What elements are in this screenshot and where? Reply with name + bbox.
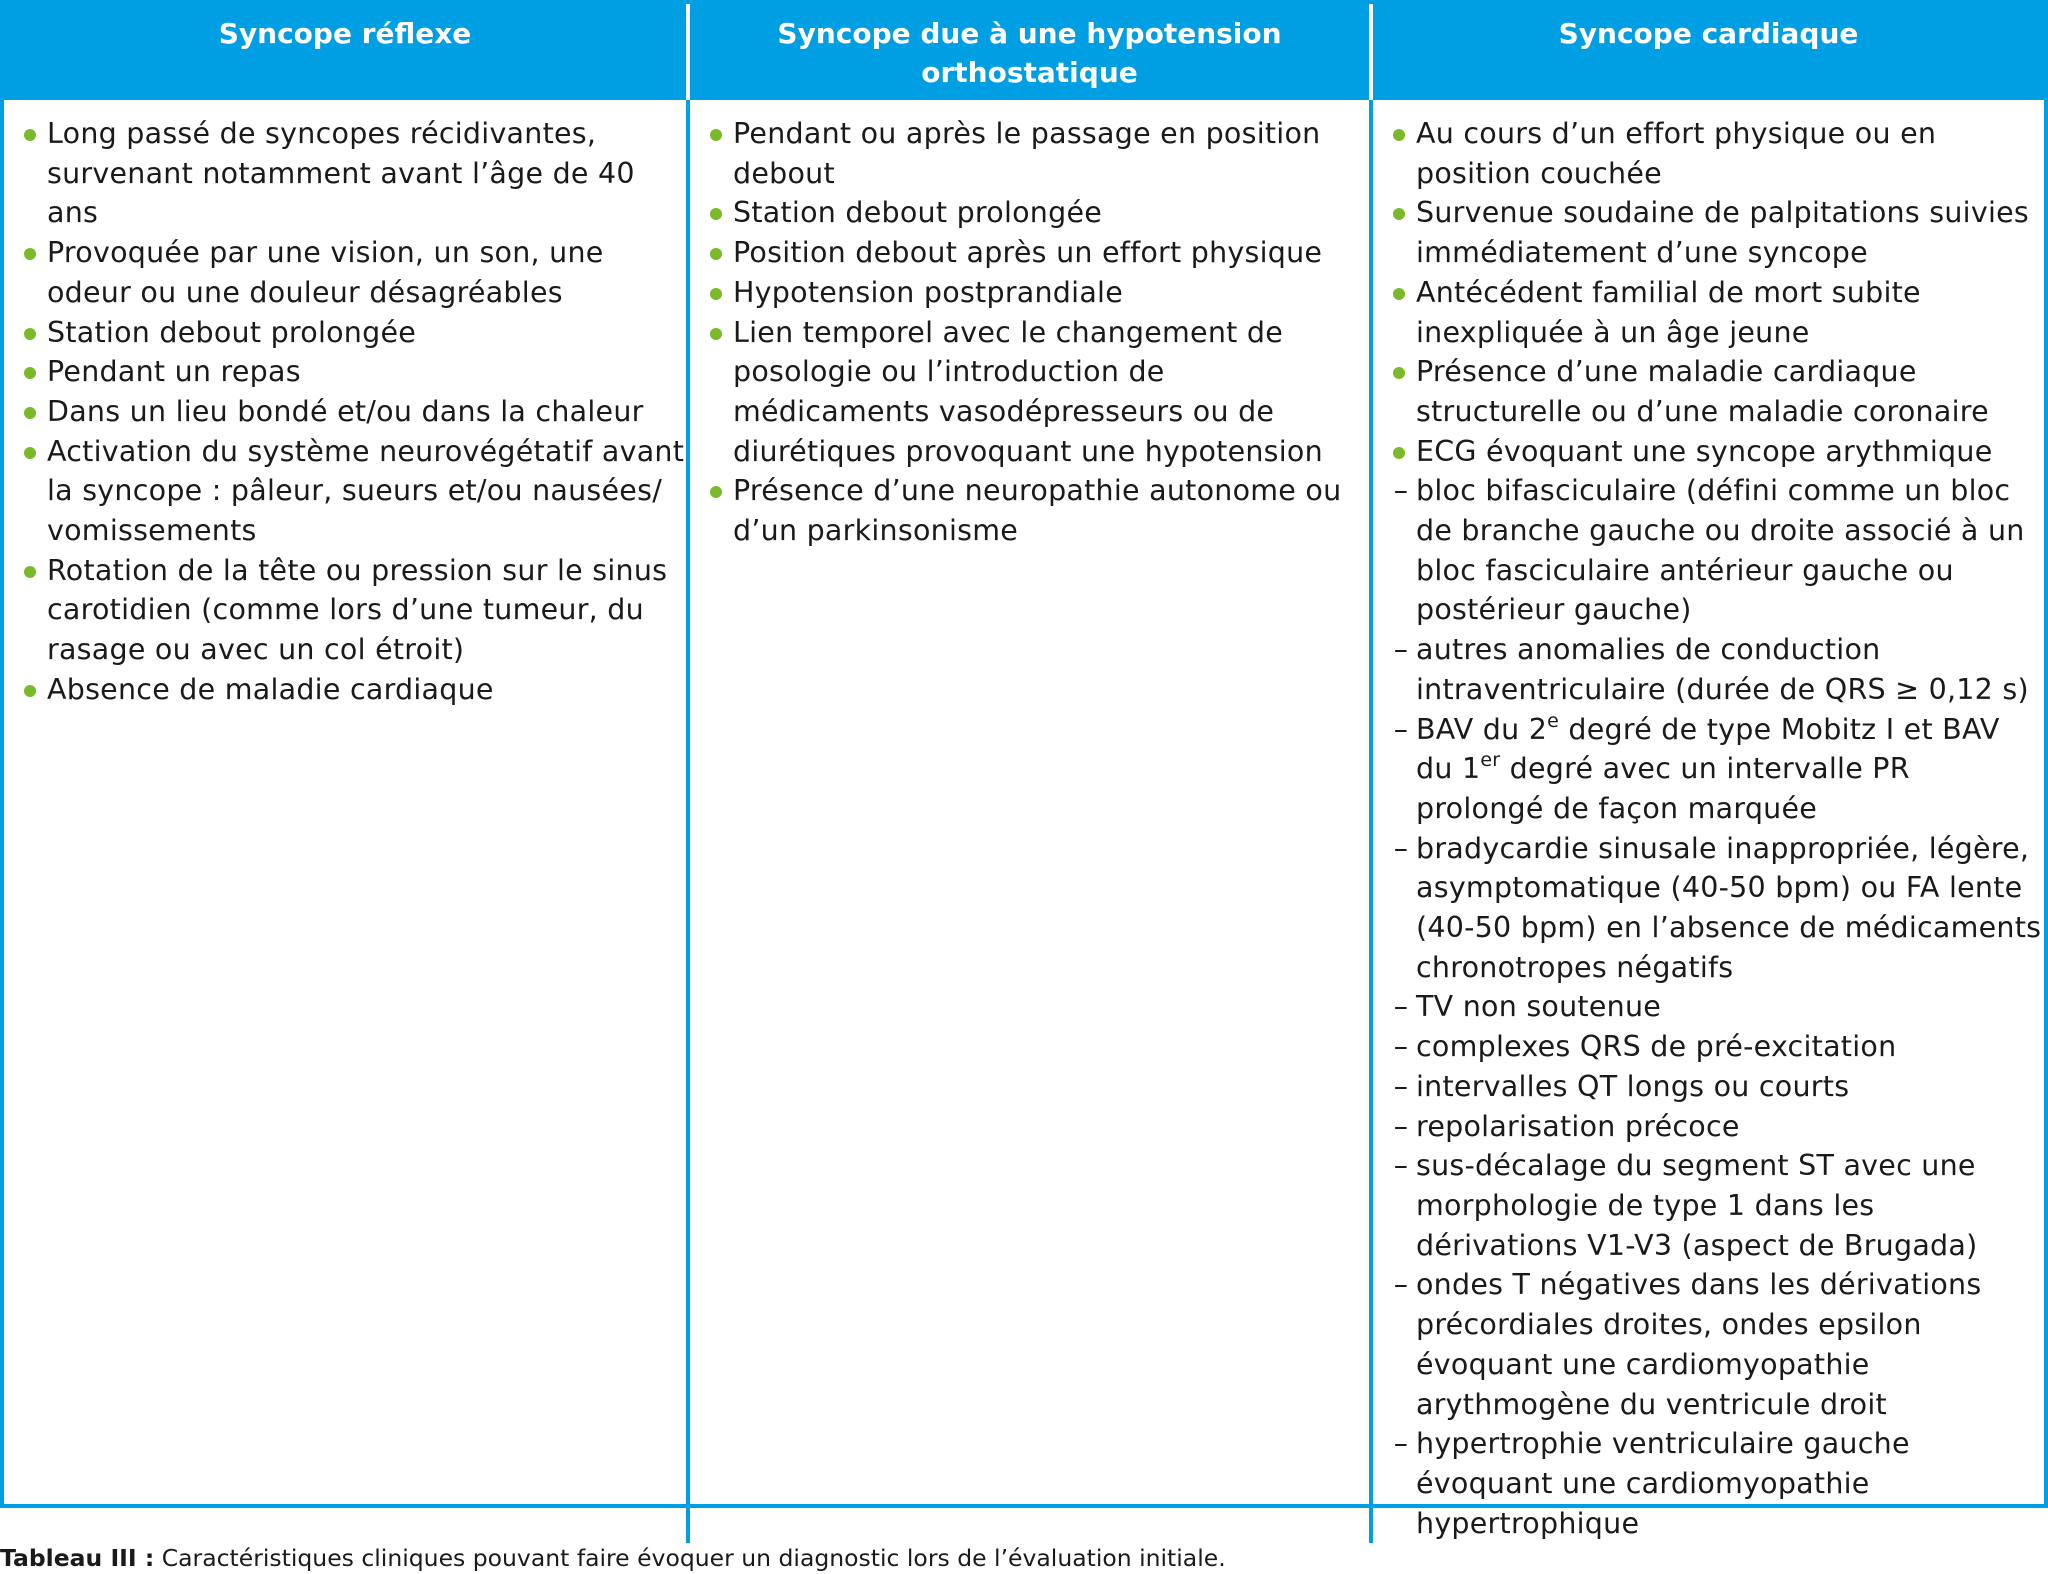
sub-item-text: hypertrophie ventriculaire gauche évoquant une cardiomyopathie hypertrophique xyxy=(1416,1427,1910,1540)
green-dot-icon xyxy=(710,248,722,260)
green-dot-icon xyxy=(24,566,36,578)
sub-item-text: autres anomalies de conduction intraventriculaire (durée de QRS ≥ 0,12 s) xyxy=(1416,633,2029,706)
dash-icon: – xyxy=(1393,1069,1409,1103)
green-dot-icon xyxy=(24,367,36,379)
item-text: Hypotension postprandiale xyxy=(733,275,1123,309)
dash-icon: – xyxy=(1393,1109,1409,1143)
sub-item-text: intervalles QT longs ou courts xyxy=(1416,1069,1850,1103)
list-item xyxy=(708,471,1369,550)
sub-item xyxy=(1391,1027,2044,1067)
sub-item xyxy=(1391,1424,2044,1543)
sub-item-text-part: degré avec un intervalle PR prolongé de façon marquée xyxy=(1416,752,1910,825)
sub-item xyxy=(1391,829,2044,988)
item-text: Présence d’une neuropathie autonome ou d’un parkinsonisme xyxy=(733,474,1342,548)
table-body-row xyxy=(4,100,2044,1543)
item-text: Station debout prolongée xyxy=(733,196,1103,230)
item-text: Absence de maladie cardiaque xyxy=(47,672,494,706)
dash-icon: – xyxy=(1393,633,1409,667)
green-dot-icon xyxy=(710,208,722,220)
item-text: Au cours d’un effort physique ou en position couchée xyxy=(1416,117,1937,190)
dash-icon: – xyxy=(1393,831,1409,865)
header-syncope-reflexe: Syncope réflexe xyxy=(218,17,472,50)
caption-text: Caractéristiques cliniques pouvant faire évoquer un diagnostic lors de l’évaluation initiale. xyxy=(154,1544,1226,1572)
list-item xyxy=(708,313,1369,472)
item-text: Lien temporel avec le changement de posologie ou l’introduction de médicaments vasodépresseurs ou de diurétiques provoquant une hypotension xyxy=(733,315,1323,468)
green-dot-icon xyxy=(710,486,722,498)
item-text: Dans un lieu bondé et/ou dans la chaleur xyxy=(47,394,644,428)
list-item xyxy=(708,114,1369,193)
column-cardiaque xyxy=(1369,100,2044,1543)
green-dot-icon xyxy=(24,407,36,419)
item-text: Pendant un repas xyxy=(47,355,301,389)
item-text: Provoquée par une vision, un son, une odeur ou une douleur désagréables xyxy=(47,236,604,309)
green-dot-icon xyxy=(24,685,36,697)
sub-item-text: ondes T négatives dans les dérivations précordiales droites, ondes epsilon évoquant une cardiomyopathie arythmogène du ventricule droit xyxy=(1416,1268,1982,1421)
table-header-row xyxy=(4,4,2044,100)
list-item xyxy=(708,273,1369,313)
item-text: Survenue soudaine de palpitations suivies immédiatement d’une syncope xyxy=(1416,196,2030,270)
item-text: Position debout après un effort physique xyxy=(733,236,1323,270)
superscript: e xyxy=(1547,709,1560,732)
sub-item-text: bradycardie sinusale inappropriée, légère, asymptomatique (40-50 bpm) ou FA lente (40-50 bpm) en l’absence de médicaments chronotropes négatifs xyxy=(1416,831,2042,984)
item-text: Présence d’une maladie cardiaque structurelle ou d’une maladie coronaire xyxy=(1416,355,1989,428)
green-dot-icon xyxy=(1393,288,1405,300)
header-syncope-cardiaque: Syncope cardiaque xyxy=(1369,4,2044,100)
item-text: Antécédent familial de mort subite inexpliquée à un âge jeune xyxy=(1416,275,1921,349)
list-item xyxy=(708,193,1369,233)
header-syncope-hypotension: Syncope due à une hypotension orthostatique xyxy=(686,4,1369,100)
green-dot-icon xyxy=(24,328,36,340)
green-dot-icon xyxy=(24,129,36,141)
superscript: er xyxy=(1480,749,1501,772)
list-item xyxy=(1391,432,2044,472)
green-dot-icon xyxy=(1393,129,1405,141)
item-text: ECG évoquant une syncope arythmique xyxy=(1416,434,1993,468)
sub-item-text: bloc bifasciculaire (défini comme un bloc de branche gauche ou droite associé à un bloc fasciculaire antérieur gauche ou postérieur gauche) xyxy=(1416,474,2025,627)
list-item xyxy=(1391,114,2044,193)
list-item xyxy=(22,392,686,432)
sub-item-text: TV non soutenue xyxy=(1416,990,1662,1024)
sub-item-text: repolarisation précoce xyxy=(1416,1109,1740,1143)
list-item xyxy=(22,670,686,710)
green-dot-icon xyxy=(710,288,722,300)
dash-icon: – xyxy=(1393,1030,1409,1064)
green-dot-icon xyxy=(1393,367,1405,379)
sub-item xyxy=(1391,1067,2044,1107)
green-dot-icon xyxy=(710,129,722,141)
green-dot-icon xyxy=(1393,208,1405,220)
sub-item xyxy=(1391,987,2044,1027)
item-text: Station debout prolongée xyxy=(47,315,417,349)
sub-item-text: sus-décalage du segment ST avec une morphologie de type 1 dans les dérivations V1-V3 (aspect de Brugada) xyxy=(1416,1149,1978,1262)
item-text: Activation du système neurovégétatif avant la syncope : pâleur, sueurs et/ou nausées/ vomissements xyxy=(47,434,685,548)
list-item xyxy=(1391,352,2044,431)
list-item xyxy=(22,313,686,353)
sub-item xyxy=(1391,1146,2044,1265)
list-item xyxy=(22,432,686,551)
sub-item xyxy=(1391,710,2044,829)
green-dot-icon xyxy=(24,248,36,260)
green-dot-icon xyxy=(1393,447,1405,459)
list-item xyxy=(1391,273,2044,352)
green-dot-icon xyxy=(710,328,722,340)
item-text: Pendant ou après le passage en position debout xyxy=(733,117,1321,190)
sub-item xyxy=(1391,630,2044,709)
list-item xyxy=(22,233,686,312)
list-item xyxy=(708,233,1369,273)
sub-item xyxy=(1391,1107,2044,1147)
dash-icon: – xyxy=(1393,1149,1409,1183)
list-item xyxy=(22,352,686,392)
sub-item-text-part: degré de type Mobitz I et BAV du 1 xyxy=(1416,712,2000,786)
sub-item-text-part: BAV du 2 xyxy=(1416,712,1548,746)
dash-icon: – xyxy=(1393,1268,1409,1302)
list-item xyxy=(1391,193,2044,272)
column-hypotension xyxy=(686,100,1369,1543)
sub-item xyxy=(1391,471,2044,630)
item-text: Rotation de la tête ou pression sur le sinus carotidien (comme lors d’une tumeur, du rasage ou avec un col étroit) xyxy=(47,553,668,667)
column-reflexe xyxy=(4,100,686,1543)
list-item xyxy=(22,114,686,233)
sub-item xyxy=(1391,1265,2044,1424)
dash-icon: – xyxy=(1393,474,1409,508)
table-caption xyxy=(0,1543,1226,1573)
dash-icon: – xyxy=(1393,712,1409,746)
green-dot-icon xyxy=(24,447,36,459)
dash-icon: – xyxy=(1393,1427,1409,1461)
sub-item-text: complexes QRS de pré-excitation xyxy=(1416,1030,1897,1064)
caption-label: Tableau III : xyxy=(0,1544,155,1572)
dash-icon: – xyxy=(1393,990,1409,1024)
item-text: Long passé de syncopes récidivantes, survenant notamment avant l’âge de 40 ans xyxy=(47,117,635,230)
list-item xyxy=(22,551,686,670)
